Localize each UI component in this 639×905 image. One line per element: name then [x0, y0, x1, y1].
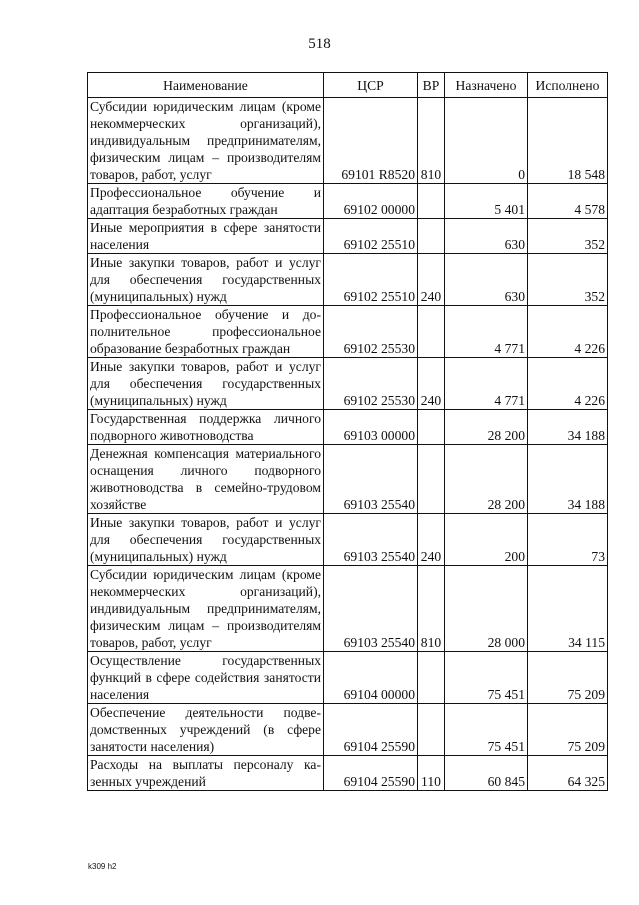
row-vr: 810: [418, 566, 445, 652]
row-csr: 69102 25510: [324, 254, 418, 306]
row-vr: [418, 652, 445, 704]
row-name: Субсидии юридическим лицам (кроме некоммерческих организаций), индивидуальным предпринимателям, физическим лицам – производителям товаров, работ, услуг: [88, 566, 324, 652]
row-name: Субсидии юридическим лицам (кроме некоммерческих организаций), индивидуальным предпринимателям, физическим лицам – производителям товаров, работ, услуг: [88, 98, 324, 184]
row-assigned: 60 845: [445, 756, 528, 791]
row-csr: 69103 25540: [324, 445, 418, 514]
row-assigned: 28 200: [445, 445, 528, 514]
row-vr: 810: [418, 98, 445, 184]
row-csr: 69102 00000: [324, 184, 418, 219]
row-executed: 34 188: [528, 445, 608, 514]
row-executed: 352: [528, 219, 608, 254]
row-vr: 240: [418, 514, 445, 566]
budget-table: [87, 72, 608, 791]
row-assigned: 4 771: [445, 306, 528, 358]
row-vr: [418, 219, 445, 254]
row-assigned: 28 200: [445, 410, 528, 445]
row-vr: 110: [418, 756, 445, 791]
row-vr: [418, 410, 445, 445]
table-row: [88, 219, 608, 254]
table-row: [88, 514, 608, 566]
row-name: Иные закупки товаров, работ и услуг для обеспечения государственных (муниципальных) нужд: [88, 514, 324, 566]
table-row: [88, 756, 608, 791]
row-executed: 34 115: [528, 566, 608, 652]
table-row: [88, 184, 608, 219]
row-csr: 69102 25530: [324, 358, 418, 410]
row-assigned: 4 771: [445, 358, 528, 410]
table-header-row: [88, 73, 608, 98]
row-csr: 69103 25540: [324, 566, 418, 652]
table-row: [88, 306, 608, 358]
row-assigned: 75 451: [445, 704, 528, 756]
row-csr: 69102 25530: [324, 306, 418, 358]
row-name: Профессиональное обучение и адаптация безработных граждан: [88, 184, 324, 219]
row-executed: 4 226: [528, 358, 608, 410]
row-executed: 34 188: [528, 410, 608, 445]
row-csr: 69103 00000: [324, 410, 418, 445]
row-assigned: 75 451: [445, 652, 528, 704]
table-row: [88, 652, 608, 704]
table-row: [88, 410, 608, 445]
row-vr: 240: [418, 358, 445, 410]
header-executed: Исполнено: [528, 73, 608, 98]
row-vr: 240: [418, 254, 445, 306]
row-name: Профессиональное обучение и дополнительное профессиональное образование безработных граждан: [88, 306, 324, 358]
row-name: Иные закупки товаров, работ и услуг для обеспечения государственных (муниципальных) нужд: [88, 358, 324, 410]
row-executed: 64 325: [528, 756, 608, 791]
table-row: [88, 566, 608, 652]
page-number: 518: [308, 36, 331, 52]
table-row: [88, 704, 608, 756]
footer-code: k309 h2: [88, 862, 117, 871]
row-vr: [418, 306, 445, 358]
row-assigned: 200: [445, 514, 528, 566]
row-executed: 18 548: [528, 98, 608, 184]
row-assigned: 630: [445, 254, 528, 306]
row-csr: 69101 R8520: [324, 98, 418, 184]
row-executed: 75 209: [528, 652, 608, 704]
row-csr: 69104 25590: [324, 756, 418, 791]
row-assigned: 5 401: [445, 184, 528, 219]
row-executed: 352: [528, 254, 608, 306]
row-executed: 75 209: [528, 704, 608, 756]
row-name: Иные мероприятия в сфере занятости населения: [88, 219, 324, 254]
row-assigned: 28 000: [445, 566, 528, 652]
row-name: Иные закупки товаров, работ и услуг для обеспечения государственных (муниципальных) нужд: [88, 254, 324, 306]
row-vr: [418, 184, 445, 219]
row-name: Государственная поддержка личного подворного животноводства: [88, 410, 324, 445]
row-vr: [418, 445, 445, 514]
row-vr: [418, 704, 445, 756]
row-executed: 4 226: [528, 306, 608, 358]
row-csr: 69104 00000: [324, 652, 418, 704]
row-csr: 69103 25540: [324, 514, 418, 566]
row-name: Денежная компенсация материального оснащения личного подворного животноводства в семейно-трудовом хозяйстве: [88, 445, 324, 514]
row-name: Расходы на выплаты персоналу казенных учреждений: [88, 756, 324, 791]
row-csr: 69104 25590: [324, 704, 418, 756]
row-name: Обеспечение деятельности подведомственных учреждений (в сфере занятости населения): [88, 704, 324, 756]
table-row: [88, 358, 608, 410]
table-row: [88, 254, 608, 306]
header-name: Наименование: [88, 73, 324, 98]
row-assigned: 0: [445, 98, 528, 184]
row-executed: 4 578: [528, 184, 608, 219]
header-assigned: Назначено: [445, 73, 528, 98]
row-executed: 73: [528, 514, 608, 566]
table-row: [88, 445, 608, 514]
table-row: [88, 98, 608, 184]
header-vr: ВР: [418, 73, 445, 98]
row-csr: 69102 25510: [324, 219, 418, 254]
header-csr: ЦСР: [324, 73, 418, 98]
row-assigned: 630: [445, 219, 528, 254]
row-name: Осуществление государственных функций в сфере содействия занятости населения: [88, 652, 324, 704]
